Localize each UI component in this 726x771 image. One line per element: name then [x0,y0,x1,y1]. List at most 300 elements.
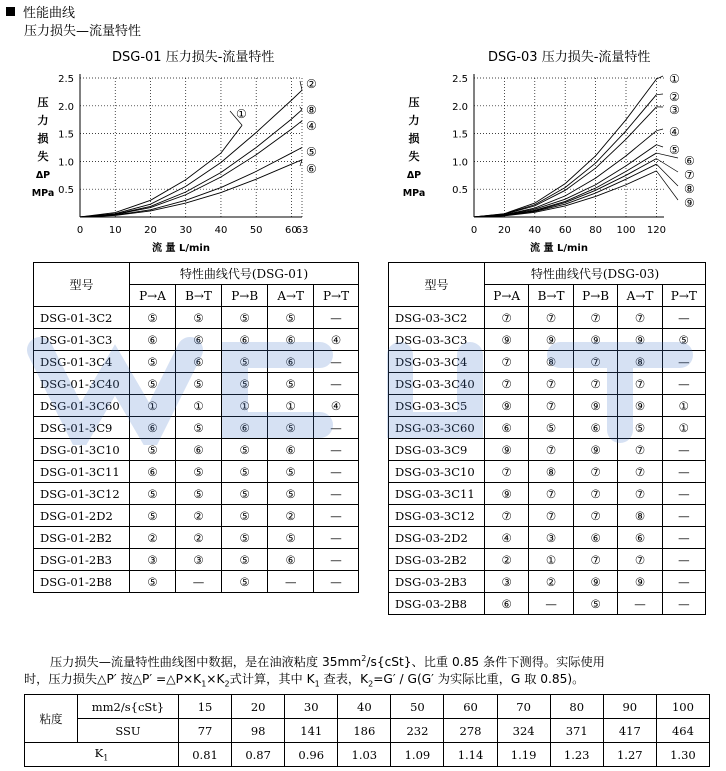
value-cell: 50 [391,695,444,719]
table-row [389,483,706,505]
y-tick-label: 1.5 [452,129,468,141]
curve-code-cell: — [314,527,359,549]
x-tick-label: 20 [498,225,511,236]
curve-code-cell: ① [662,395,705,417]
curve-code-cell: ⑥ [573,527,618,549]
curve-code-cell: ⑤ [130,351,176,373]
series-label: ② [669,90,680,104]
model-cell: DSG-03-2D2 [389,527,485,549]
value-cell: 1.19 [497,743,550,767]
curve-code-cell: ⑨ [573,329,618,351]
series-label: ⑥ [306,162,317,176]
curve-code-cell: — [662,505,705,527]
table-row [34,483,359,505]
curve-code-cell: ⑥ [618,527,662,549]
y-axis-label: ΔP [406,170,422,181]
y-tick-label: 2.0 [452,101,468,113]
series-label: ④ [306,119,317,133]
value-cell: 186 [338,719,391,743]
series-label: ⑤ [669,143,680,157]
model-cell: DSG-03-3C60 [389,417,485,439]
series-line [80,121,302,217]
model-cell: DSG-01-2B2 [34,527,130,549]
table03-col-header: P→T [662,285,705,307]
dsg01-curve-table [33,262,359,593]
x-tick-label: 30 [179,225,193,236]
x-tick-label: 63 [295,225,309,236]
curve-code-cell: ⑤ [222,351,268,373]
chart2-svg [396,62,726,262]
viscosity-table [24,694,710,767]
curve-code-cell: ⑤ [222,549,268,571]
curve-code-cell: ① [268,395,314,417]
series-label: ⑥ [684,154,695,168]
x-tick-label: 10 [108,225,122,236]
y-axis-label: ΔP [35,170,51,181]
curve-code-cell: ⑨ [485,439,529,461]
curve-code-cell: — [662,527,705,549]
curve-code-cell: ⑦ [485,373,529,395]
table-row [389,461,706,483]
x-tick-label: 0 [470,225,478,236]
curve-code-cell: ⑨ [485,395,529,417]
series-leader [656,76,663,79]
curve-code-cell: — [175,571,221,593]
table-row [34,549,359,571]
y-tick-label: 1.0 [58,157,74,169]
value-cell: 100 [656,695,709,719]
curve-code-cell: ③ [485,571,529,593]
curve-code-cell: — [662,373,705,395]
x-tick-label: 60 [558,225,572,236]
curve-code-cell: ① [662,417,705,439]
viscosity-label: 粘度 [25,695,78,743]
series-label: ④ [669,125,680,139]
curve-code-cell: ⑤ [662,329,705,351]
note-line-2: 时，压力损失△P′ 按△P′ $=\triangle P\times K_1\times K_2$式计算，其中 $K_1$ 查表，$K_2=G' / G(G'$ 为实际比重，G 取 0.85)。 [24,672,585,689]
value-cell: 464 [656,719,709,743]
curve-code-cell: ⑦ [618,483,662,505]
curve-code-cell: ⑤ [130,483,176,505]
value-cell: 1.03 [338,743,391,767]
curve-code-cell: ⑥ [268,439,314,461]
k1-label: $K_1$ [25,743,179,767]
table-row [34,439,359,461]
value-cell: 141 [285,719,338,743]
curve-code-cell: — [314,505,359,527]
value-cell: 232 [391,719,444,743]
table-row [389,527,706,549]
y-axis-label: MPa [31,188,55,199]
y-tick-label: 2.0 [58,101,74,113]
model-cell: DSG-01-3C3 [34,329,130,351]
curve-code-cell: ⑤ [618,417,662,439]
curve-code-cell: ④ [485,527,529,549]
series-leader [656,159,678,172]
x-tick-label: 0 [76,225,84,236]
value-cell: 1.14 [444,743,497,767]
curve-code-cell: ⑨ [573,395,618,417]
curve-code-cell: ⑦ [573,483,618,505]
curve-code-cell: ⑥ [268,329,314,351]
value-cell: 324 [497,719,550,743]
curve-code-cell: ⑧ [618,505,662,527]
value-cell: 0.81 [179,743,232,767]
curve-code-cell: ⑧ [618,351,662,373]
curve-code-cell: — [314,373,359,395]
table03-group-header: 特性曲线代号(DSG-03) [485,263,706,285]
y-tick-label: 0.5 [452,185,468,197]
curve-code-cell: ⑤ [268,373,314,395]
curve-code-cell: ⑤ [529,417,573,439]
curve-code-cell: ⑤ [268,461,314,483]
curve-code-cell: ① [222,395,268,417]
x-tick-label: 60 [285,225,298,236]
dsg03-curve-table [388,262,706,615]
value-cell: 70 [497,695,550,719]
table-row [389,329,706,351]
curve-code-cell: ③ [130,549,176,571]
curve-code-cell: ⑦ [529,307,573,329]
curve-code-cell: ⑦ [573,307,618,329]
curve-code-cell: ④ [314,395,359,417]
y-axis-label: 失 [37,150,49,163]
table01-model-header: 型号 [34,263,130,307]
curve-code-cell: ⑨ [618,571,662,593]
curve-code-cell: ⑦ [573,505,618,527]
value-cell: 417 [603,719,656,743]
curve-code-cell: ① [175,395,221,417]
value-cell: 0.87 [232,743,285,767]
series-label: ① [669,72,680,86]
curve-code-cell: ⑤ [573,593,618,615]
curve-code-cell: ⑨ [618,395,662,417]
table-row [34,329,359,351]
model-cell: DSG-03-3C5 [389,395,485,417]
note-line-1: 压力损失—流量特性曲线图中数据，是在油液粘度 $35mm^2/s\{cSt\}$、比重 0.85 条件下测得。实际使用 [50,654,605,670]
table-row [34,307,359,329]
curve-code-cell: ⑥ [175,439,221,461]
curve-code-cell: ⑦ [485,351,529,373]
model-cell: DSG-03-2B2 [389,549,485,571]
curve-code-cell: ⑦ [618,461,662,483]
curve-code-cell: — [662,351,705,373]
table01-col-header: A→T [268,285,314,307]
y-axis-label: MPa [402,188,426,199]
curve-code-cell: ⑤ [175,483,221,505]
curve-code-cell: — [314,549,359,571]
curve-code-cell: ① [529,549,573,571]
model-cell: DSG-03-3C11 [389,483,485,505]
x-tick-label: 20 [144,225,157,236]
curve-code-cell: — [662,461,705,483]
curve-code-cell: ③ [175,549,221,571]
y-tick-label: 2.5 [58,74,74,85]
curve-code-cell: ⑤ [222,505,268,527]
table-row [34,571,359,593]
curve-code-cell: ⑦ [573,373,618,395]
curve-code-cell: ② [529,571,573,593]
table-row [389,505,706,527]
table-row [389,351,706,373]
table-row [389,593,706,615]
y-tick-label: 2.5 [452,74,468,85]
curve-code-cell: ⑨ [618,329,662,351]
series-label: ⑦ [684,168,695,182]
x-tick-label: 40 [528,225,542,236]
curve-code-cell: ⑦ [485,505,529,527]
curve-code-cell: ⑤ [175,461,221,483]
curve-code-cell: ⑤ [130,373,176,395]
curve-code-cell: ⑤ [268,527,314,549]
curve-code-cell: ⑤ [130,307,176,329]
bullet-square-icon [6,7,15,16]
model-cell: DSG-01-3C4 [34,351,130,373]
series-label: ⑤ [306,145,317,159]
model-cell: DSG-03-2B8 [389,593,485,615]
curve-code-cell: ⑤ [222,571,268,593]
curve-code-cell: — [662,571,705,593]
curve-code-cell: ⑤ [222,373,268,395]
value-cell: 98 [232,719,285,743]
curve-code-cell: ⑦ [485,461,529,483]
table03-col-header: A→T [618,285,662,307]
curve-code-cell: ⑦ [618,373,662,395]
curve-code-cell: ⑤ [222,461,268,483]
curve-code-cell: ⑦ [573,549,618,571]
model-cell: DSG-03-3C3 [389,329,485,351]
curve-code-cell: ⑥ [175,329,221,351]
model-cell: DSG-03-3C10 [389,461,485,483]
curve-code-cell: ⑨ [529,329,573,351]
curve-code-cell: ⑥ [485,593,529,615]
value-cell: 80 [550,695,603,719]
curve-code-cell: ⑥ [268,549,314,571]
model-cell: DSG-01-2B3 [34,549,130,571]
series-label: ⑧ [306,103,317,117]
curve-code-cell: ⑦ [573,461,618,483]
series-label: ② [306,77,317,91]
table-row [389,395,706,417]
table03-col-header: P→A [485,285,529,307]
curve-code-cell: ⑦ [529,395,573,417]
table-row [34,351,359,373]
curve-code-cell: ⑥ [130,461,176,483]
value-cell: 30 [285,695,338,719]
chart1-svg [0,62,330,262]
series-leader [300,81,302,90]
table-row [34,461,359,483]
model-cell: DSG-03-3C4 [389,351,485,373]
curve-code-cell: ⑨ [485,329,529,351]
series-label: ③ [669,103,680,117]
table-row [34,417,359,439]
series-label: ① [236,107,247,121]
curve-code-cell: ② [175,505,221,527]
chart2-title: DSG-03 压力损失-流量特性 [488,50,651,65]
model-cell: DSG-01-3C40 [34,373,130,395]
curve-code-cell: — [268,571,314,593]
model-cell: DSG-01-3C60 [34,395,130,417]
curve-code-cell: ⑦ [529,505,573,527]
value-cell: 1.23 [550,743,603,767]
model-cell: DSG-01-3C10 [34,439,130,461]
model-cell: DSG-03-3C40 [389,373,485,395]
y-axis-label: 压 [408,96,420,109]
y-axis-label: 力 [37,114,49,127]
model-cell: DSG-03-3C2 [389,307,485,329]
table01-col-header: P→A [130,285,176,307]
curve-code-cell: ⑨ [573,571,618,593]
curve-code-cell: ⑤ [175,373,221,395]
table-row [389,549,706,571]
curve-code-cell: ② [485,549,529,571]
curve-code-cell: ⑥ [175,351,221,373]
y-tick-label: 1.5 [58,129,74,141]
curve-code-cell: — [662,439,705,461]
value-cell: 0.96 [285,743,338,767]
curve-code-cell: — [662,549,705,571]
table01-col-header: P→T [314,285,359,307]
curve-code-cell: ⑧ [529,351,573,373]
y-axis-label: 损 [37,132,49,145]
curve-code-cell: — [314,351,359,373]
series-leader [656,129,663,131]
table03-model-header: 型号 [389,263,485,307]
value-cell: 371 [550,719,603,743]
curve-code-cell: — [314,439,359,461]
x-tick-label: 120 [646,225,666,236]
y-axis-label: 力 [408,114,420,127]
curve-code-cell: ⑦ [618,439,662,461]
series-line [80,160,302,217]
model-cell: DSG-03-3C9 [389,439,485,461]
curve-code-cell: ② [175,527,221,549]
curve-code-cell: ⑤ [222,439,268,461]
series-line [80,110,302,217]
y-axis-label: 损 [408,132,420,145]
curve-code-cell: ⑥ [485,417,529,439]
value-cell: 20 [232,695,285,719]
curve-code-cell: — [529,593,573,615]
curve-code-cell: ⑨ [573,439,618,461]
model-cell: DSG-03-2B3 [389,571,485,593]
model-cell: DSG-01-2B8 [34,571,130,593]
curve-code-cell: ⑤ [268,307,314,329]
table01-col-header: P→B [222,285,268,307]
curve-code-cell: — [662,593,705,615]
curve-code-cell: — [314,417,359,439]
curve-code-cell: ⑤ [222,307,268,329]
curve-code-cell: — [618,593,662,615]
table-row [389,307,706,329]
curve-code-cell: ④ [314,329,359,351]
curve-code-cell: ⑤ [222,527,268,549]
unit-cell: mm2/s{cSt} [78,695,179,719]
curve-code-cell: ⑧ [529,461,573,483]
curve-code-cell: ⑤ [268,483,314,505]
curve-code-cell: ⑥ [573,417,618,439]
curve-code-cell: ⑥ [222,329,268,351]
curve-code-cell: ⑤ [222,483,268,505]
curve-code-cell: ⑤ [268,417,314,439]
curve-code-cell: ⑦ [529,439,573,461]
curve-code-cell: ⑦ [529,373,573,395]
chart1-title: DSG-01 压力损失-流量特性 [112,50,275,65]
value-cell: 1.27 [603,743,656,767]
curve-code-cell: ② [268,505,314,527]
value-cell: 40 [338,695,391,719]
curve-code-cell: ⑨ [485,483,529,505]
curve-code-cell: ⑤ [130,571,176,593]
table01-group-header: 特性曲线代号(DSG-01) [130,263,359,285]
curve-code-cell: ⑥ [130,417,176,439]
curve-code-cell: ⑤ [130,439,176,461]
series-line [80,148,302,218]
model-cell: DSG-03-3C12 [389,505,485,527]
value-cell: 60 [444,695,497,719]
table03-col-header: P→B [573,285,618,307]
y-tick-label: 0.5 [58,185,74,197]
table-row [34,505,359,527]
curve-code-cell: ③ [529,527,573,549]
value-cell: 90 [603,695,656,719]
curve-code-cell: — [662,483,705,505]
table-row [389,571,706,593]
value-cell: 1.09 [391,743,444,767]
curve-code-cell: — [314,483,359,505]
series-leader [656,94,663,95]
curve-code-cell: ⑤ [175,307,221,329]
curve-code-cell: ⑥ [222,417,268,439]
unit-cell: SSU [78,719,179,743]
x-axis-label: 流 量 L/min [152,243,210,254]
model-cell: DSG-01-3C9 [34,417,130,439]
x-tick-label: 40 [214,225,228,236]
section-title: 性能曲线 [6,2,75,21]
model-cell: DSG-01-3C2 [34,307,130,329]
table-row [34,395,359,417]
curve-code-cell: ⑦ [618,549,662,571]
curve-code-cell: ⑦ [618,307,662,329]
curve-code-cell: ⑥ [130,329,176,351]
curve-code-cell: ① [130,395,176,417]
model-cell: DSG-01-3C11 [34,461,130,483]
curve-code-cell: ⑦ [485,307,529,329]
series-label: ⑨ [684,196,695,210]
table-row [389,373,706,395]
x-tick-label: 100 [616,225,636,236]
y-tick-label: 1.0 [452,157,468,169]
curve-code-cell: ⑤ [175,417,221,439]
curve-code-cell: ⑦ [573,351,618,373]
section-subtitle: 压力损失—流量特性 [24,24,142,39]
x-axis-label: 流 量 L/min [530,243,588,254]
y-axis-label: 压 [37,96,49,109]
value-cell: 278 [444,719,497,743]
table-row [389,439,706,461]
series-label: ⑧ [684,182,695,196]
model-cell: DSG-01-3C12 [34,483,130,505]
curve-code-cell: ⑥ [268,351,314,373]
series-leader [656,145,663,147]
curve-code-cell: — [662,307,705,329]
x-tick-label: 50 [249,225,263,236]
curve-code-cell: — [314,461,359,483]
curve-code-cell: ⑤ [130,505,176,527]
value-cell: 1.30 [656,743,709,767]
x-tick-label: 80 [589,225,602,236]
